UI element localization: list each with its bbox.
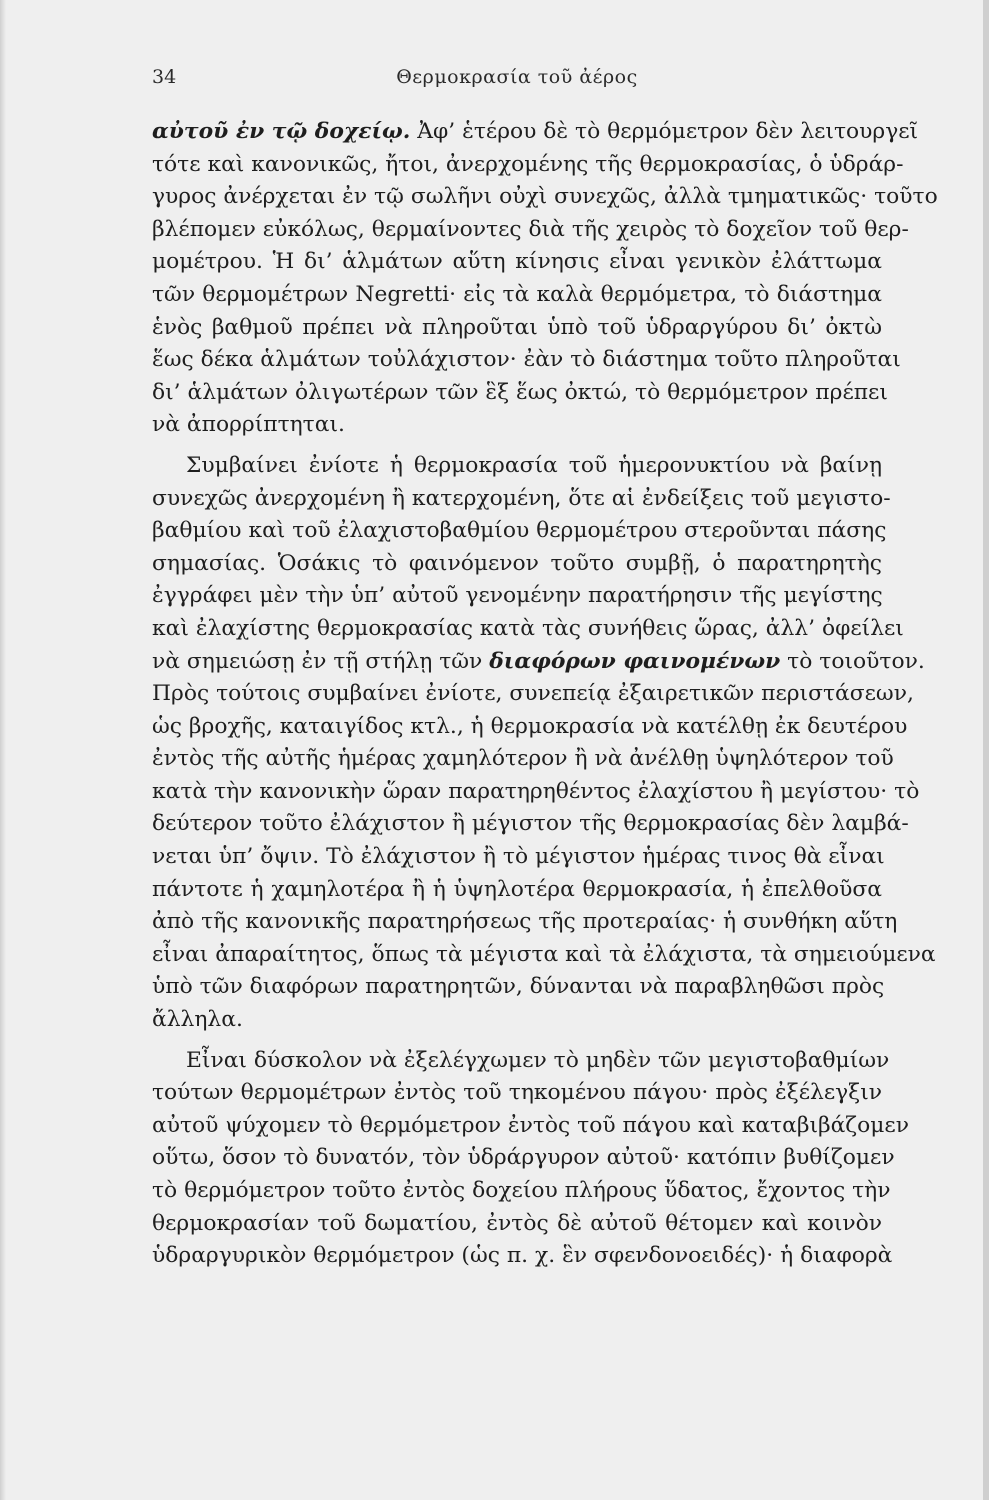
text-line: βαθμίου καὶ τοῦ ἐλαχιστοβαθμίου θερμομέτρου στεροῦνται πάσης: [152, 518, 887, 544]
text-line: κατὰ τὴν κανονικὴν ὥραν παρατηρηθέντος ἐλαχίστου ἢ μεγίστου· τὸ: [152, 778, 920, 804]
text-line: ἀπὸ τῆς κανονικῆς παρατηρήσεως τῆς προτεραίας· ἡ συνθήκη αὕτη: [152, 909, 898, 935]
text-line: [152, 646, 925, 679]
text-line: ἑνὸς βαθμοῦ πρέπει νὰ πληροῦται ὑπὸ τοῦ ὑδραργύρου δι’ ὀκτὼ: [152, 314, 882, 340]
body-text: [152, 116, 938, 1273]
paragraph-spacer: [152, 1037, 882, 1045]
text-span: νὰ σημειώσῃ ἐν τῇ στήλῃ τῶν: [152, 648, 483, 674]
text-line: μομέτρου. Ἡ δι’ ἁλμάτων αὕτη κίνησις εἶναι γενικὸν ἐλάττωμα: [152, 249, 882, 275]
paragraph-1: [152, 116, 938, 442]
text-line: Πρὸς τούτοις συμβαίνει ἐνίοτε, συνεπείᾳ ἐξαιρετικῶν περιστάσεων,: [152, 681, 914, 707]
page-header: [152, 66, 882, 96]
text-line: δεύτερον τοῦτο ἐλάχιστον ἢ μέγιστον τῆς θερμοκρασίας δὲν λαμβά-: [152, 811, 909, 837]
text-line: ὡς βροχῆς, καταιγίδος κτλ., ἡ θερμοκρασία νὰ κατέλθῃ ἐκ δευτέρου: [152, 713, 908, 739]
text-line: ὑδραργυρικὸν θερμόμετρον (ὡς π. χ. ἓν σφενδονοειδές)· ἡ διαφορὰ: [152, 1243, 893, 1269]
text-line: νεται ὑπ’ ὄψιν. Τὸ ἐλάχιστον ἢ τὸ μέγιστον ἡμέρας τινος θὰ εἶναι: [152, 844, 885, 870]
text-line: αὐτοῦ ψύχομεν τὸ θερμόμετρον ἐντὸς τοῦ πάγου καὶ καταβιβάζομεν: [152, 1112, 909, 1138]
text-line: βλέπομεν εὐκόλως, θερμαίνοντες διὰ τῆς χειρὸς τὸ δοχεῖον τοῦ θερ-: [152, 216, 909, 242]
paragraph-spacer: [152, 442, 882, 450]
text-line: ὑπὸ τῶν διαφόρων παρατηρητῶν, δύνανται νὰ παραβληθῶσι πρὸς: [152, 974, 885, 1000]
text-line: πάντοτε ἡ χαμηλοτέρα ἢ ἡ ὑψηλοτέρα θερμοκρασία, ἡ ἐπελθοῦσα: [152, 876, 882, 902]
text-line: σημασίας. Ὁσάκις τὸ φαινόμενον τοῦτο συμβῇ, ὁ παρατηρητὴς: [152, 550, 882, 576]
emphasized-phrase: αὐτοῦ ἐν τῷ δοχείῳ.: [152, 119, 411, 144]
text-line: ἄλληλα.: [152, 1007, 243, 1033]
text-line: τότε καὶ κανονικῶς, ἤτοι, ἀνερχομένης τῆς θερμοκρασίας, ὁ ὑδράρ-: [152, 151, 904, 177]
text-line: εἶναι ἀπαραίτητος, ὅπως τὰ μέγιστα καὶ τὰ ἐλάχιστα, τὰ σημειούμενα: [152, 941, 936, 967]
emphasized-phrase: διαφόρων φαινομένων: [489, 648, 781, 674]
text-line: καὶ ἐλαχίστης θερμοκρασίας κατὰ τὰς συνήθεις ὥρας, ἀλλ’ ὀφείλει: [152, 615, 904, 641]
text-line: Συμβαίνει ἐνίοτε ἡ θερμοκρασία τοῦ ἡμερονυκτίου νὰ βαίνῃ: [186, 452, 882, 478]
text-span: τὸ τοιοῦτον.: [787, 648, 925, 674]
text-line: [152, 116, 919, 149]
text-span: Ἀφ’ ἑτέρου δὲ τὸ θερμόμετρον δὲν λειτουργεῖ: [417, 119, 919, 144]
running-title: Θερμοκρασία τοῦ ἀέρος: [396, 66, 638, 88]
text-line: ἕως δέκα ἁλμάτων τοὐλάχιστον· ἐὰν τὸ διάστημα τοῦτο πληροῦται: [152, 347, 901, 373]
text-line: δι’ ἁλμάτων ὀλιγωτέρων τῶν ἓξ ἕως ὀκτώ, τὸ θερμόμετρον πρέπει: [152, 379, 888, 405]
text-line: ἐγγράφει μὲν τὴν ὑπ’ αὐτοῦ γενομένην παρατήρησιν τῆς μεγίστης: [152, 583, 883, 609]
text-line: Εἶναι δύσκολον νὰ ἐξελέγχωμεν τὸ μηδὲν τῶν μεγιστοβαθμίων: [186, 1047, 890, 1073]
paragraph-3: [152, 1045, 909, 1273]
text-line: τὸ θερμόμετρον τοῦτο ἐντὸς δοχείου πλήρους ὕδατος, ἔχοντος τὴν: [152, 1178, 891, 1203]
text-line: ἐντὸς τῆς αὐτῆς ἡμέρας χαμηλότερον ἢ νὰ ἀνέλθῃ ὑψηλότερον τοῦ: [152, 746, 894, 772]
paragraph-2: [152, 450, 936, 1037]
page-number: 34: [152, 66, 177, 88]
text-line: νὰ ἀπορρίπτηται.: [152, 412, 345, 438]
text-line: γυρος ἀνέρχεται ἐν τῷ σωλῆνι οὐχὶ συνεχῶς, ἀλλὰ τμηματικῶς· τοῦτο: [152, 184, 938, 210]
text-line: οὕτω, ὅσον τὸ δυνατόν, τὸν ὑδράργυρον αὐτοῦ· κατόπιν βυθίζομεν: [152, 1145, 895, 1171]
text-line: θερμοκρασίαν τοῦ δωματίου, ἐντὸς δὲ αὐτοῦ θέτομεν καὶ κοινὸν: [152, 1210, 882, 1236]
text-line: τούτων θερμομέτρων ἐντὸς τοῦ τηκομένου πάγου· πρὸς ἐξέλεγξιν: [152, 1080, 882, 1106]
text-line: τῶν θερμομέτρων Negretti· εἰς τὰ καλὰ θερμόμετρα, τὸ διάστημα: [152, 281, 882, 307]
text-line: συνεχῶς ἀνερχομένη ἢ κατερχομένη, ὅτε αἱ ἐνδείξεις τοῦ μεγιστο-: [152, 485, 891, 511]
